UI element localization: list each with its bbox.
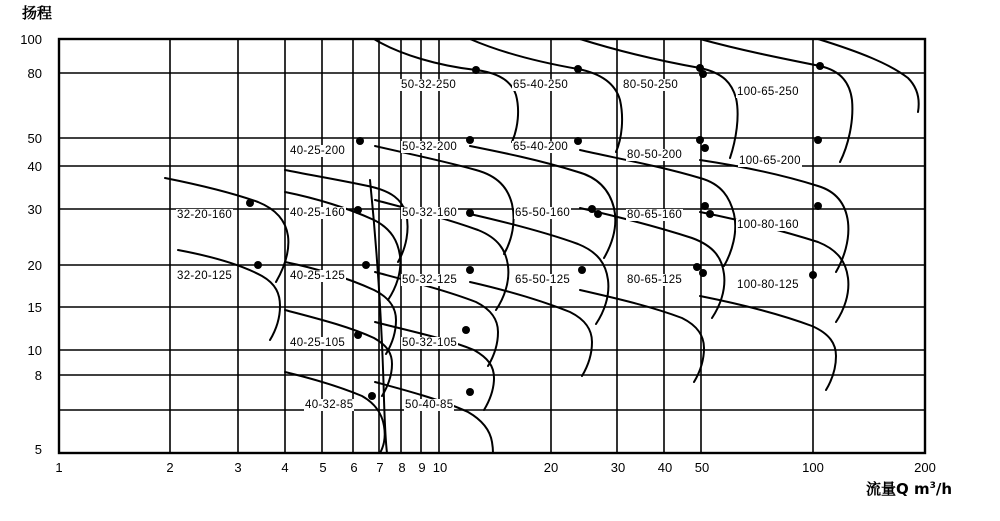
curve-label-32-20-125: 32-20-125 [177, 270, 233, 282]
x-tick-200: 200 [914, 460, 936, 475]
curve-label-65-40-250: 65-40-250 [513, 79, 569, 91]
curve-label-40-25-125: 40-25-125 [290, 270, 346, 282]
curve-label-100-65-200: 100-65-200 [739, 155, 801, 167]
x-tick-5: 5 [319, 460, 327, 475]
curve-label-32-20-160: 32-20-160 [177, 209, 233, 221]
x-tick-100: 100 [802, 460, 824, 475]
y-tick-10: 10 [27, 343, 42, 358]
pump-envelope-curves [165, 39, 919, 453]
curve-label-100-65-250: 100-65-250 [737, 86, 799, 98]
y-tick-15: 15 [27, 300, 42, 315]
curve-label-50-32-160: 50-32-160 [402, 207, 458, 219]
x-tick-1: 1 [55, 460, 63, 475]
y-tick-100: 100 [20, 32, 42, 47]
x-axis-title-main: 流量Q [866, 480, 909, 498]
x-tick-4: 4 [281, 460, 289, 475]
x-tick-50: 50 [694, 460, 710, 475]
curve-label-50-32-105: 50-32-105 [402, 337, 458, 349]
curve-label-80-50-200: 80-50-200 [627, 149, 683, 161]
x-axis-title: 流量Q $m^3/h$ [866, 480, 953, 498]
curve-label-40-32-85: 40-32-85 [305, 399, 354, 411]
curve-label-65-50-125: 65-50-125 [515, 274, 571, 286]
curve-label-65-50-160: 65-50-160 [515, 207, 571, 219]
curve-label-50-32-200: 50-32-200 [402, 141, 458, 153]
x-tick-30: 30 [610, 460, 626, 475]
curve-label-100-80-125: 100-80-125 [737, 279, 799, 291]
y-tick-30: 30 [27, 202, 42, 217]
curve-label-40-25-160: 40-25-160 [290, 207, 346, 219]
x-tick-3: 3 [234, 460, 242, 475]
curve-label-65-40-200: 65-40-200 [513, 141, 569, 153]
x-tick-10: 10 [432, 460, 448, 475]
curve-label-40-25-105: 40-25-105 [290, 337, 346, 349]
y-tick-40: 40 [27, 159, 42, 174]
y-tick-8: 8 [34, 368, 42, 383]
y-tick-5: 5 [34, 442, 42, 457]
curve-label-100-80-160: 100-80-160 [737, 219, 799, 231]
curve-label-80-50-250: 80-50-250 [623, 79, 679, 91]
curve-label-40-25-200: 40-25-200 [290, 145, 346, 157]
curve-label-50-40-85: 50-40-85 [405, 399, 454, 411]
y-tick-20: 20 [27, 258, 42, 273]
x-tick-40: 40 [657, 460, 673, 475]
x-tick-2: 2 [166, 460, 174, 475]
curve-label-50-32-250: 50-32-250 [401, 79, 457, 91]
x-tick-9: 9 [418, 460, 426, 475]
x-tick-7: 7 [376, 460, 384, 475]
y-tick-80: 80 [27, 66, 42, 81]
y-tick-50: 50 [27, 131, 42, 146]
x-tick-6: 6 [350, 460, 358, 475]
x-tick-8: 8 [398, 460, 406, 475]
curve-label-80-65-160: 80-65-160 [627, 209, 683, 221]
curve-label-80-65-125: 80-65-125 [627, 274, 683, 286]
x-tick-20: 20 [543, 460, 559, 475]
y-axis-title: 扬程 [22, 4, 53, 22]
curve-label-50-32-125: 50-32-125 [402, 274, 458, 286]
